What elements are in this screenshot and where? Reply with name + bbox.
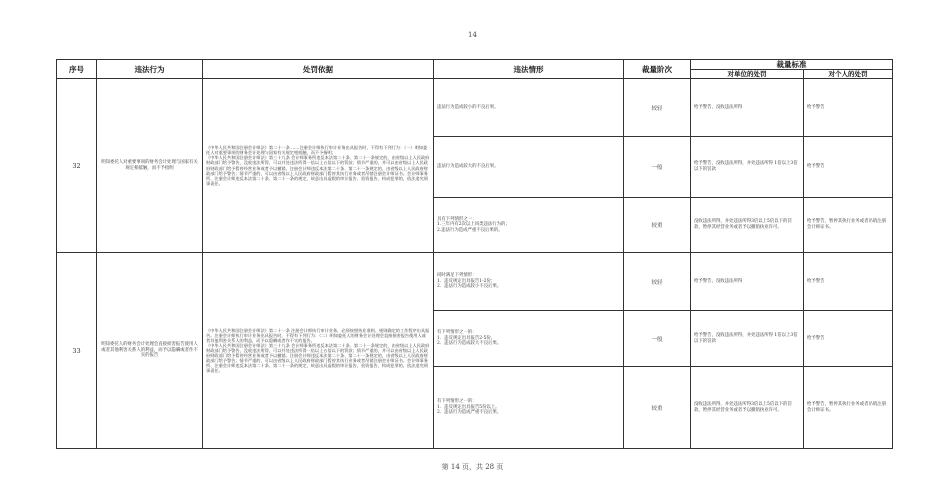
level-cell: 较轻 xyxy=(624,253,691,311)
unit-penalty-cell: 给予警告，没收违法所得 xyxy=(691,253,804,311)
basis-cell: 《中华人民共和国注册会计师法》第二十一条 ……注册会计师执行审计业务出具报告时，不得有下列行为：（一）明知委托人对重要事项的财务会计处理与国家有关规定相抵触，而不予指明； 《中华人民共和国注册会计师法》第三十九条 会计师事务所违反本法第二十条、第二十一条规定的，由省级以上人民政府财政部门给予警告，没收违法所得，可以并处违法所得一倍以上五倍以下的罚款；情节严重的，并可以由省级以上人民政府财政部门给予暂停经营业务或者予以撤销。注册会计师违反本法第二十条、第二十一条规定的，由省级以上人民政府财政部门给予警告；情节严重的，可以由省级以上人民政府财政部门暂停其执行业务或者吊销注册会计师证书。会计师事务所、注册会计师违反本法第二十条、第二十一条的规定，故意出具虚假的审计报告、验资报告，构成犯罪的，依法追究刑事责任。 xyxy=(203,79,434,253)
person-penalty-cell: 给予警告，暂停其执行业务或者吊销注册会计师证书。 xyxy=(804,198,893,253)
header-level: 裁量阶次 xyxy=(624,60,691,79)
page-number-top: 14 xyxy=(468,31,477,39)
level-cell: 一般 xyxy=(624,311,691,367)
unit-penalty-cell: 给予警告，没收违法所得 xyxy=(691,79,804,137)
level-cell: 较轻 xyxy=(624,79,691,137)
unit-penalty-cell: 给予警告，没收违法所得，并处违法所得 1倍以上3倍以下的罚款 xyxy=(691,137,804,198)
level-cell: 较重 xyxy=(624,367,691,449)
page-footer: 第 14 页，共 28 页 xyxy=(441,463,504,471)
header-violation: 违法行为 xyxy=(97,60,203,79)
unit-penalty-cell: 没收违法所得，并处违法所得3倍以上5倍以下的罚款，暂停其经营业务或者予以撤销执业许可。 xyxy=(691,198,804,253)
circumstance-cell: 具有下列情形之一： 1.三年内有2次以上同类违法行为的； 2.违法行为造成严重不良后果的。 xyxy=(434,198,624,253)
unit-penalty-cell: 给予警告，没收违法所得，并处违法所得 1倍以上3倍以下的罚款 xyxy=(691,311,804,367)
header-seq: 序号 xyxy=(57,60,97,79)
basis-cell: 《中华人民共和国注册会计师法》第二十一条 注册会计师执行审计业务，必须按照执业准则、规则确定的工作程序出具报告。注册会计师执行审计业务出具报告时，不得有下列行为：（二）明知委托人的财务会计处理会直接损害报告使用人或者其他利害关系人的利益，而予以隐瞒或者作不实的报告。 《中华人民共和国注册会计师法》第三十九条 会计师事务所违反本法第二十条、第二十一条规定的，由省级以上人民政府财政部门给予警告，没收违法所得，可以并处违法所得一倍以上五倍以下的罚款；情节严重的，并可以由省级以上人民政府财政部门给予暂停经营业务或者予以撤销。注册会计师违反本法第二十条、第二十一条规定的，由省级以上人民政府财政部门给予警告；情节严重的，可以由省级以上人民政府财政部门暂停其执行业务或者吊销注册会计师证书。会计师事务所、注册会计师违反本法第二十条、第二十一条的规定，故意出具虚假的审计报告、验资报告，构成犯罪的，依法追究刑事责任。 xyxy=(203,253,434,449)
header-standard: 裁量标准 xyxy=(691,60,893,70)
level-cell: 较重 xyxy=(624,198,691,253)
seq-cell: 32 xyxy=(57,79,97,253)
penalty-discretion-table xyxy=(56,59,893,449)
level-cell: 一般 xyxy=(624,137,691,198)
seq-cell: 33 xyxy=(57,253,97,449)
header-basis: 处罚依据 xyxy=(203,60,434,79)
person-penalty-cell: 给予警告 xyxy=(804,253,893,311)
violation-cell: 明知委托人对重要事项的财务会计处理与国家有关规定相抵触，而不予指明 xyxy=(97,79,203,253)
table-row xyxy=(57,79,893,137)
header-person-penalty: 对个人的处罚 xyxy=(804,70,893,79)
person-penalty-cell: 给予警告，暂停其执行业务或者吊销注册会计师证书。 xyxy=(804,367,893,449)
header-circumstance: 违法情形 xyxy=(434,60,624,79)
header-unit-penalty: 对单位的处罚 xyxy=(691,70,804,79)
circumstance-cell: 违法行为造成较大的不良后果。 xyxy=(434,137,624,198)
person-penalty-cell: 给予警告 xyxy=(804,311,893,367)
violation-cell: 明知委托人的财务会计处理会直接损害报告使用人或者其他利害关系人的利益，而予以隐瞒或者作不实的报告 xyxy=(97,253,203,449)
table-row xyxy=(57,253,893,311)
circumstance-cell: 有下列情形之一的： 1．违反规定出具报告5份以上。 2．违法行为造成严重不良后果。 xyxy=(434,367,624,449)
circumstance-cell: 违法行为造成较小的不良后果。 xyxy=(434,79,624,137)
circumstance-cell: 有下列情形之一的： 1．违反规定出具报告2-5份。 2．违法行为造成较大不良后果。 xyxy=(434,311,624,367)
person-penalty-cell: 给予警告 xyxy=(804,137,893,198)
circumstance-cell: 同时满足下列情形： 1．违反规定出具报告1-2份； 2．违法行为造成较小不良后果。 xyxy=(434,253,624,311)
unit-penalty-cell: 没收违法所得，并处违法所得3倍以上5倍以下的罚款，暂停其经营业务或者予以撤销执业许可。 xyxy=(691,367,804,449)
person-penalty-cell: 给予警告 xyxy=(804,79,893,137)
